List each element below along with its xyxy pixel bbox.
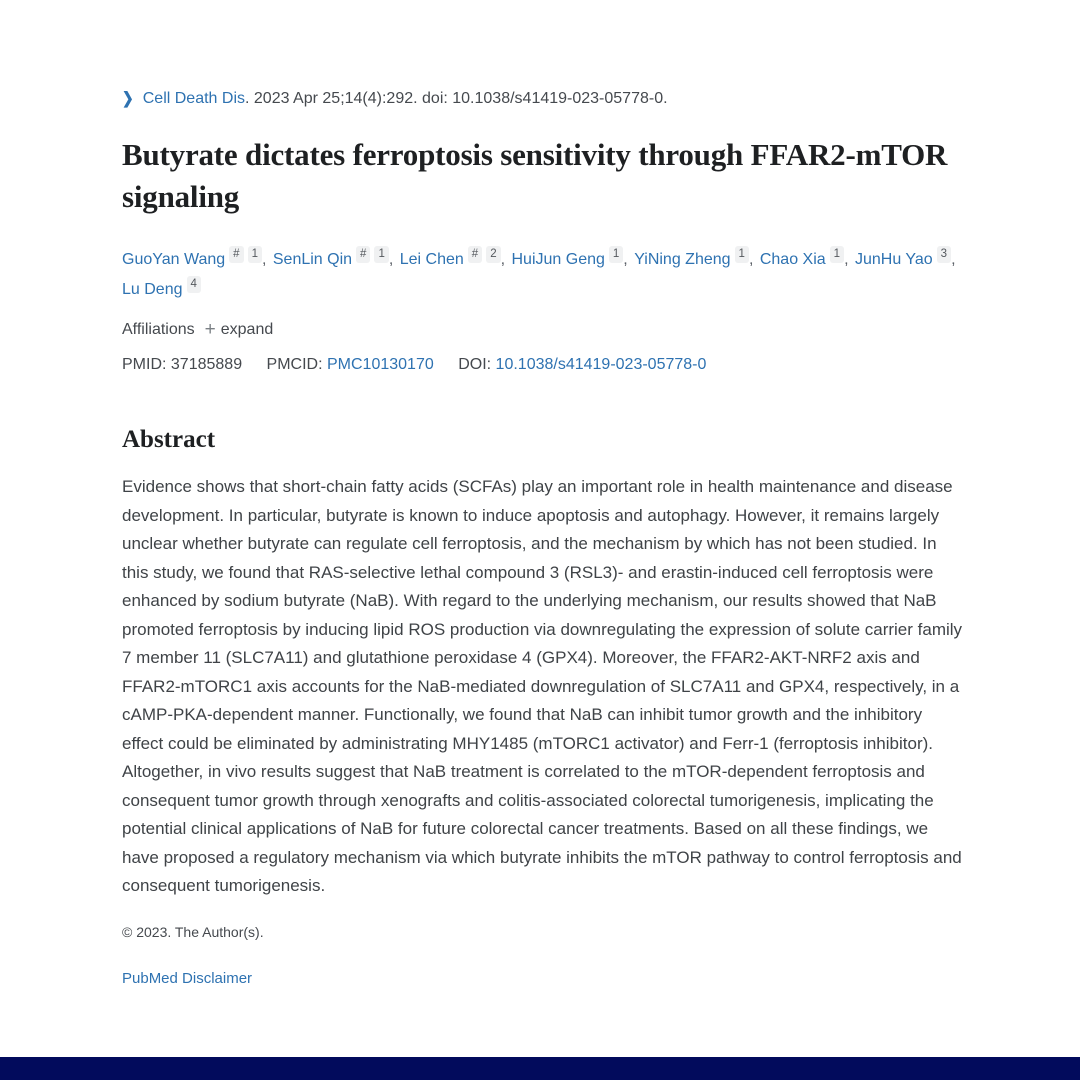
author-superscript-badge: # <box>356 246 370 263</box>
copyright-notice: © 2023. The Author(s). <box>122 923 264 940</box>
journal-citation <box>122 87 965 110</box>
citation-details: . 2023 Apr 25;14(4):292. doi: 10.1038/s41419-023-05778-0. <box>245 90 668 107</box>
author-separator: , <box>748 251 758 268</box>
author-superscript-badge: 1 <box>248 246 262 263</box>
pubmed-disclaimer-link[interactable]: PubMed Disclaimer <box>122 969 253 987</box>
expand-affiliations-button[interactable] <box>205 318 274 342</box>
author-superscript-badge: 1 <box>830 246 844 263</box>
author-superscript-badge: 4 <box>187 276 201 293</box>
author-separator: , <box>261 251 271 268</box>
author-superscript-badge: 2 <box>486 246 500 263</box>
author-link[interactable]: HuiJun Geng <box>511 251 605 268</box>
chevron-right-icon[interactable]: ❯ <box>122 88 134 108</box>
identifiers-row <box>122 353 965 377</box>
author-separator: , <box>500 251 510 268</box>
author-separator: , <box>951 251 956 268</box>
author-link[interactable]: Lei Chen <box>399 251 464 268</box>
author-superscript-badge: # <box>229 246 243 263</box>
doi-link[interactable]: 10.1038/s41419-023-05778-0 <box>495 356 707 373</box>
author-superscript-badge: 1 <box>609 246 623 263</box>
author-superscript-badge: 1 <box>374 246 388 263</box>
pmid-value: 37185889 <box>170 356 243 373</box>
pmid-label: PMID: <box>122 356 167 373</box>
article-page <box>122 87 965 989</box>
author-link[interactable]: JunHu Yao <box>854 251 933 268</box>
author-link[interactable]: Chao Xia <box>759 251 826 268</box>
author-link[interactable]: YiNing Zheng <box>634 251 731 268</box>
article-title: Butyrate dictates ferroptosis sensitivity through FFAR2-mTOR signaling <box>122 137 948 214</box>
author-separator: , <box>388 251 398 268</box>
footer-bar <box>0 1057 1080 1080</box>
abstract-heading: Abstract <box>122 426 216 453</box>
author-superscript-badge: 3 <box>937 246 951 263</box>
author-superscript-badge: # <box>468 246 482 263</box>
affiliations-label: Affiliations <box>122 321 195 338</box>
pmcid-group <box>267 356 434 373</box>
expand-label: expand <box>220 321 274 338</box>
doi-label: DOI: <box>458 356 492 373</box>
author-link[interactable]: Lu Deng <box>122 281 183 298</box>
pmid-group <box>122 356 242 373</box>
journal-link[interactable]: Cell Death Dis <box>142 90 245 107</box>
author-separator: , <box>623 251 633 268</box>
author-superscript-badge: 1 <box>735 246 749 263</box>
abstract-text: Evidence shows that short-chain fatty acids (SCFAs) play an important role in health maintenance and disease development. In particular, butyrate is known to induce apoptosis and autophagy. However, it remains largely unclear whether butyrate can regulate cell ferroptosis, and the mechanism by which has not been studied. In this study, we found that RAS-selective lethal compound 3 (RSL3)- and erastin-induced cell ferroptosis were enhanced by sodium butyrate (NaB). With regard to the underlying mechanism, our results showed that NaB promoted ferroptosis by inducing lipid ROS production via downregulating the expression of solute carrier family 7 member 11 (SLC7A11) and glutathione peroxidase 4 (GPX4). Moreover, the FFAR2-AKT-NRF2 axis and FFAR2-mTORC1 axis accounts for the NaB-mediated downregulation of SLC7A11 and GPX4, respectively, in a cAMP-PKA-dependent manner. Functionally, we found that NaB can inhibit tumor growth and the inhibitory effect could be eliminated by administrating MHY1485 (mTORC1 activator) and Ferr-1 (ferroptosis inhibitor). Altogether, in vivo results suggest that NaB treatment is correlated to the mTOR-dependent ferroptosis and consequent tumor growth through xenografts and colitis-associated colorectal tumorigenesis, implicating the potential clinical applications of NaB for future colorectal cancer treatments. Based on all these findings, we have proposed a regulatory mechanism via which butyrate inhibits the mTOR pathway to control ferroptosis and consequent tumorigenesis. <box>122 477 963 895</box>
author-link[interactable]: GuoYan Wang <box>122 251 226 268</box>
pmcid-label: PMCID: <box>266 356 323 373</box>
plus-icon: + <box>204 319 216 340</box>
doi-group <box>458 356 706 373</box>
author-link[interactable]: SenLin Qin <box>272 251 353 268</box>
author-list <box>122 245 965 305</box>
affiliations-row <box>122 318 965 342</box>
author-separator: , <box>844 251 853 268</box>
pmcid-link[interactable]: PMC10130170 <box>327 356 434 373</box>
